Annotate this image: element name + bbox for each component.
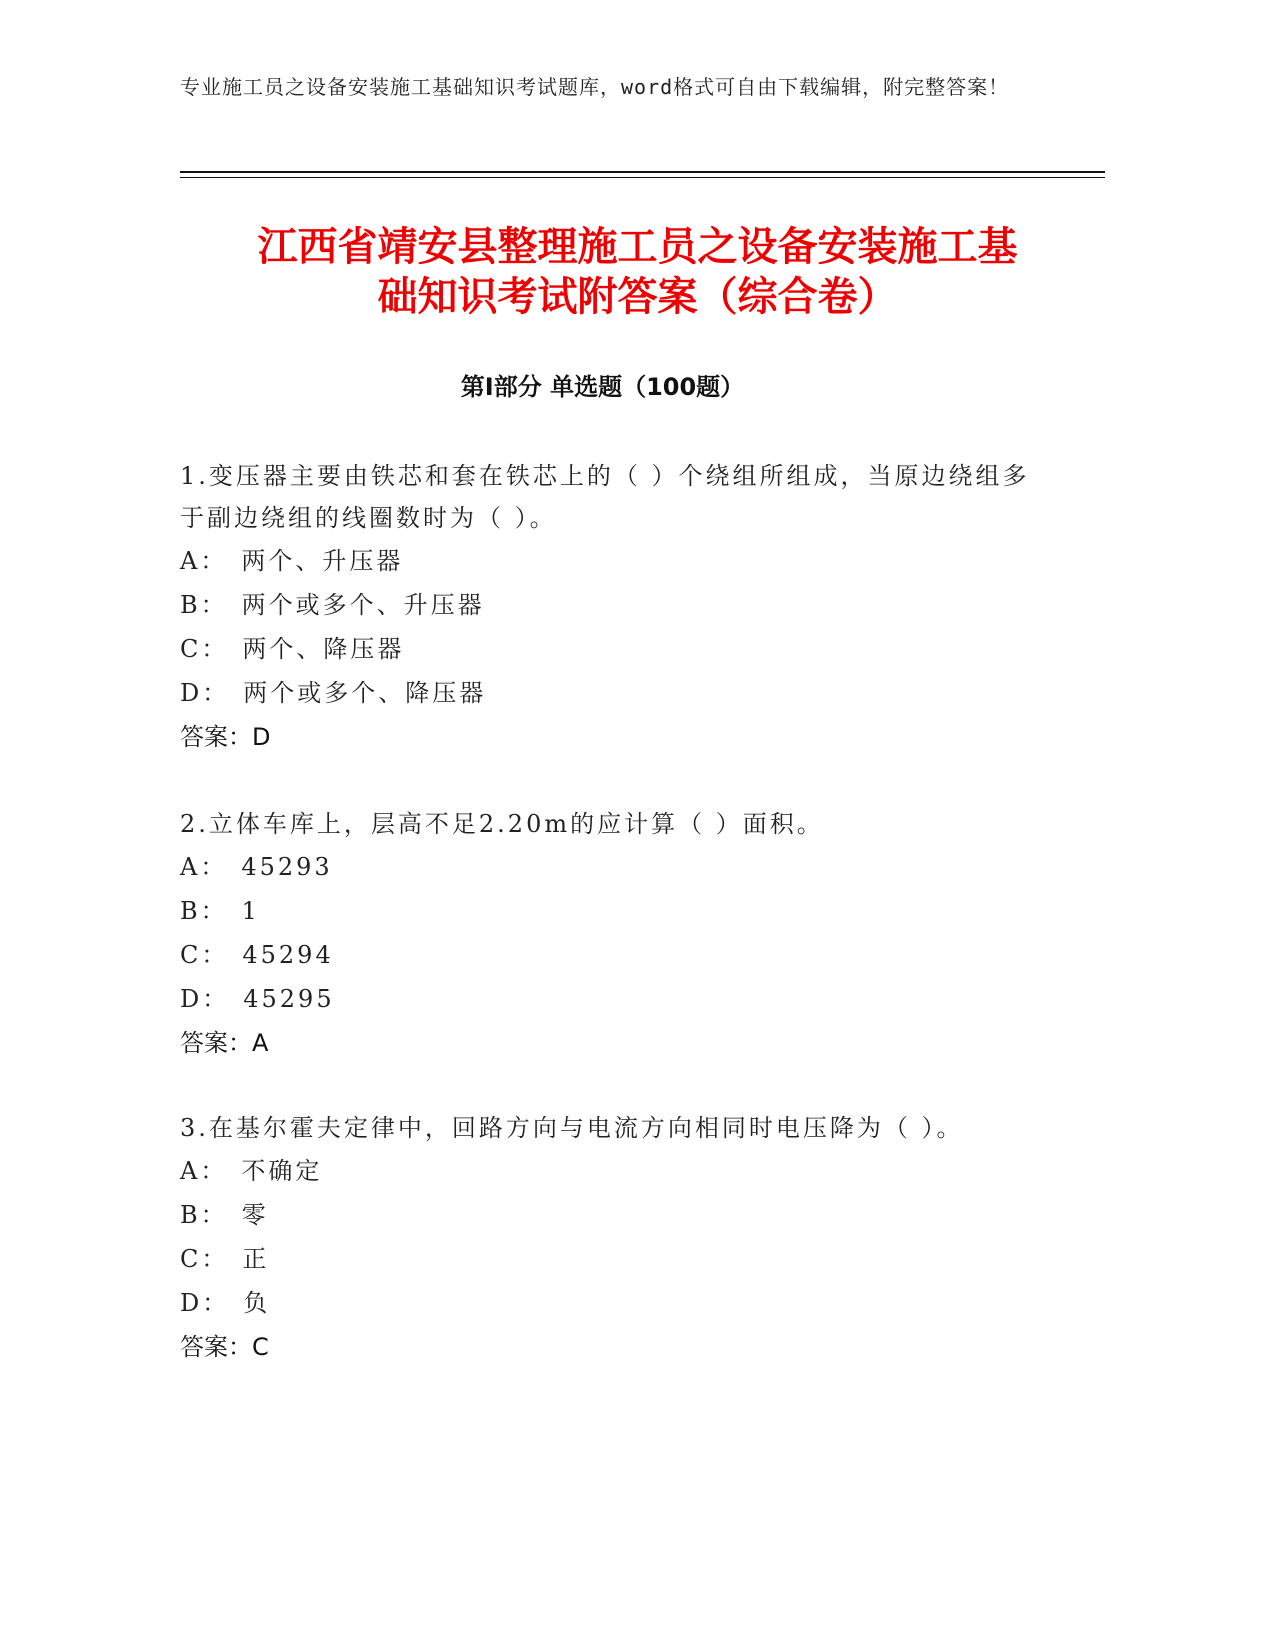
header-divider-thin xyxy=(180,177,1105,178)
option-key: B xyxy=(180,1201,201,1229)
question-stem: 1.变压器主要由铁芯和套在铁芯上的（ ）个绕组所组成，当原边绕组多于副边绕组的线圈数时为（ ）。 xyxy=(180,462,1030,532)
option-key: B xyxy=(180,897,201,925)
option-key: A xyxy=(180,853,201,881)
option-text: 两个或多个、降压器 xyxy=(243,679,487,707)
option-b xyxy=(180,1193,1040,1237)
option-key: D xyxy=(180,1289,203,1317)
document-title-line2: 础知识考试附答案（综合卷） xyxy=(377,274,898,320)
option-separator: ： xyxy=(202,985,230,1013)
option-separator: ： xyxy=(200,1201,228,1229)
option-a xyxy=(180,539,1040,583)
header-divider-thick xyxy=(180,171,1105,173)
option-text: 两个或多个、升压器 xyxy=(241,591,485,619)
option-c xyxy=(180,933,1040,977)
option-a xyxy=(180,845,1040,889)
option-separator: ： xyxy=(201,635,229,663)
option-text: 负 xyxy=(243,1289,271,1317)
option-separator: ： xyxy=(200,897,228,925)
document-intro: 专业施工员之设备安装施工基础知识考试题库，word格式可自由下载编辑，附完整答案！ xyxy=(180,75,1010,99)
option-key: D xyxy=(180,679,203,707)
answer: 答案：C xyxy=(180,1333,269,1361)
option-a xyxy=(180,1149,1040,1193)
option-key: D xyxy=(180,985,203,1013)
option-separator: ： xyxy=(200,591,228,619)
option-text: 45294 xyxy=(242,941,334,969)
option-text: 不确定 xyxy=(241,1157,323,1185)
option-c xyxy=(180,1237,1040,1281)
question-1 xyxy=(180,455,1040,759)
option-separator: ： xyxy=(202,1289,230,1317)
option-b xyxy=(180,583,1040,627)
option-separator: ： xyxy=(200,547,228,575)
option-c xyxy=(180,627,1040,671)
option-separator: ： xyxy=(201,1245,229,1273)
option-key: B xyxy=(180,591,201,619)
option-d xyxy=(180,1281,1040,1325)
document-title xyxy=(150,222,1125,322)
option-key: C xyxy=(180,1245,202,1273)
option-d xyxy=(180,977,1040,1021)
question-2 xyxy=(180,803,1040,1065)
option-separator: ： xyxy=(200,853,228,881)
option-separator: ： xyxy=(201,941,229,969)
option-text: 零 xyxy=(241,1201,269,1229)
option-separator: ： xyxy=(200,1157,228,1185)
answer: 答案：D xyxy=(180,723,271,751)
question-3 xyxy=(180,1107,1040,1369)
option-key: C xyxy=(180,941,202,969)
answer: 答案：A xyxy=(180,1029,269,1057)
option-text: 45293 xyxy=(241,853,333,881)
option-key: C xyxy=(180,635,202,663)
question-stem: 2.立体车库上，层高不足2.20m的应计算（ ）面积。 xyxy=(180,810,824,838)
section-title: 第Ⅰ部分 单选题（100题） xyxy=(460,373,745,401)
option-text: 两个、降压器 xyxy=(242,635,405,663)
option-separator: ： xyxy=(202,679,230,707)
document-title-line1: 江西省靖安县整理施工员之设备安装施工基 xyxy=(257,224,1018,270)
option-key: A xyxy=(180,547,201,575)
option-key: A xyxy=(180,1157,201,1185)
option-text: 45295 xyxy=(243,985,335,1013)
option-text: 正 xyxy=(242,1245,270,1273)
option-d xyxy=(180,671,1040,715)
option-text: 1 xyxy=(241,897,260,925)
option-b xyxy=(180,889,1040,933)
question-stem: 3.在基尔霍夫定律中，回路方向与电流方向相同时电压降为（ ）。 xyxy=(180,1114,964,1142)
option-text: 两个、升压器 xyxy=(241,547,404,575)
